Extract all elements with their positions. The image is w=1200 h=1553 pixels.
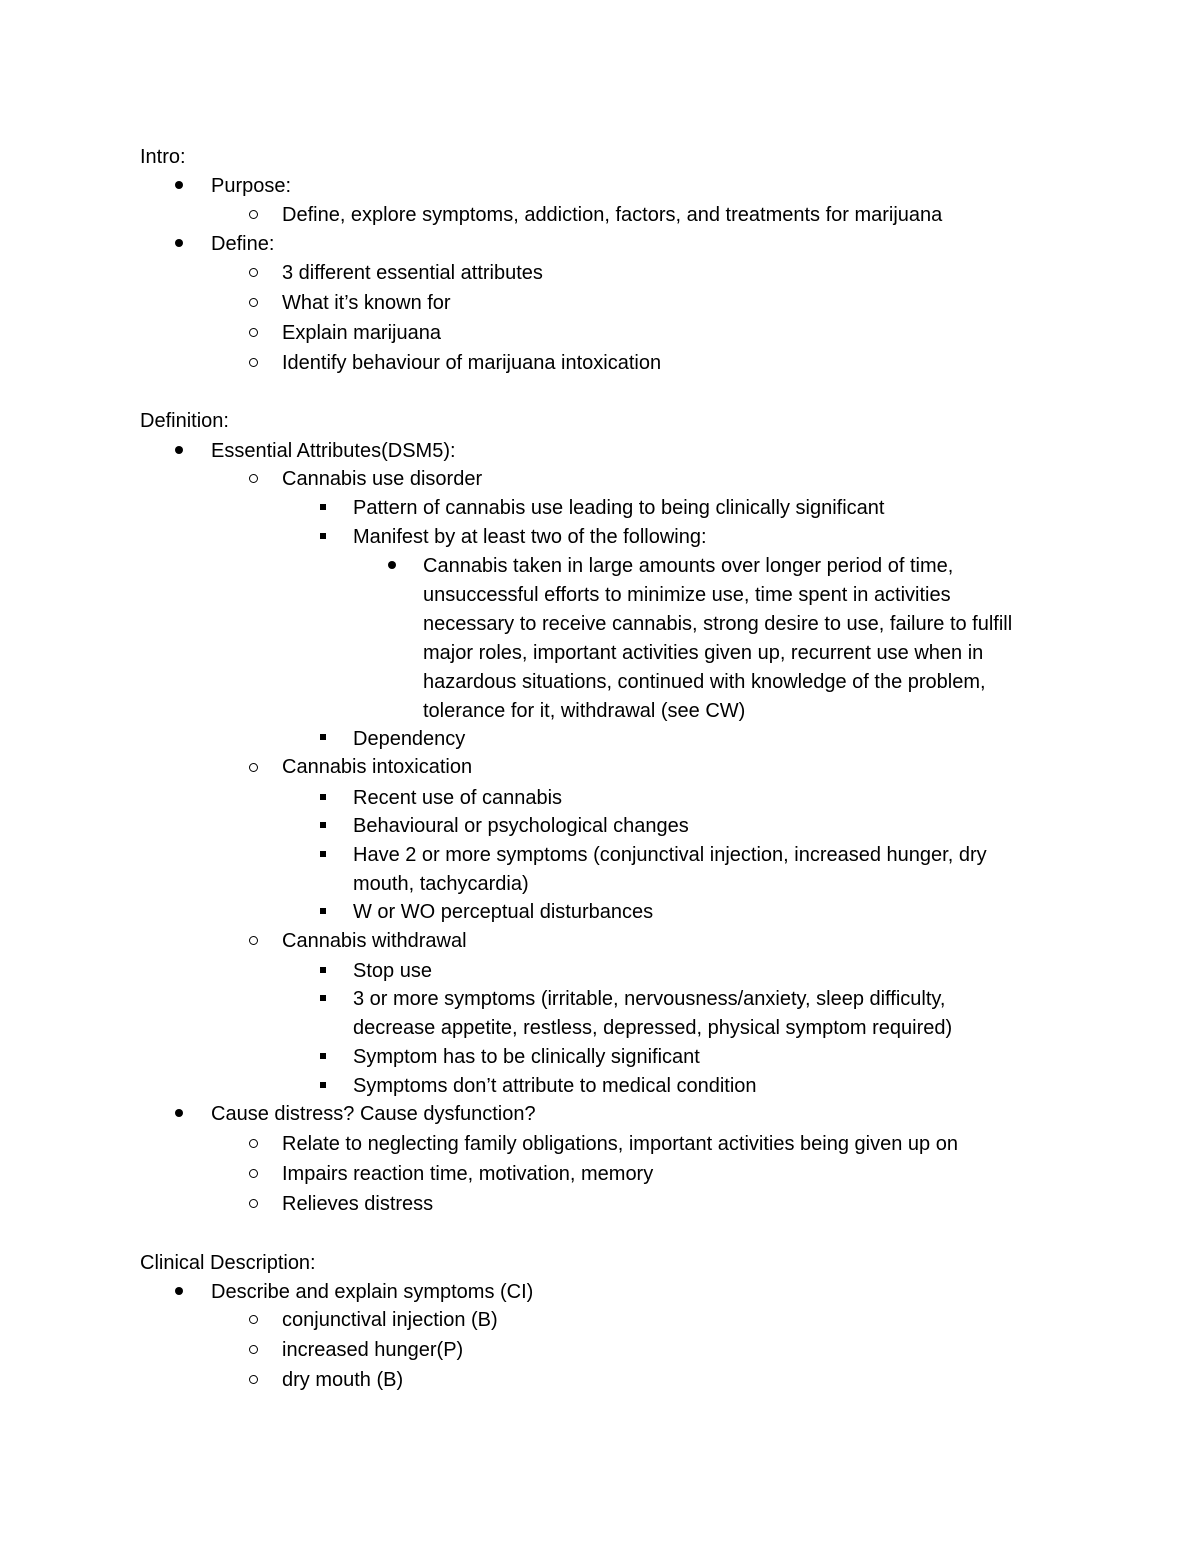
following-line: necessary to receive cannabis, strong desire to use, failure to fulfill: [423, 613, 1013, 635]
bullet-circle-icon: [249, 1169, 258, 1178]
bullet-circle-icon: [249, 328, 258, 337]
bullet-square-icon: [320, 822, 326, 828]
dependency-item: Dependency: [353, 728, 466, 750]
bullet-circle-icon: [249, 210, 258, 219]
following-line: tolerance for it, withdrawal (see CW): [423, 700, 746, 722]
intro-define-item: Explain marijuana: [282, 322, 441, 344]
bullet-disc-icon: [175, 1287, 183, 1295]
withdrawal-item: Symptoms don’t attribute to medical condition: [353, 1075, 757, 1097]
intoxication-symptoms-line: mouth, tachycardia): [353, 873, 529, 895]
intoxication-perceptual: W or WO perceptual disturbances: [353, 901, 654, 923]
section-heading-clinical: Clinical Description:: [140, 1252, 316, 1274]
bullet-circle-icon: [249, 1315, 258, 1324]
intoxication-symptoms-line: Have 2 or more symptoms (conjunctival injection, increased hunger, dry: [353, 844, 987, 866]
bullet-square-icon: [320, 533, 326, 539]
clinical-item: increased hunger(P): [282, 1339, 464, 1361]
bullet-square-icon: [320, 1053, 326, 1059]
bullet-square-icon: [320, 1082, 326, 1088]
intro-define-item: 3 different essential attributes: [282, 262, 543, 284]
clinical-item: dry mouth (B): [282, 1369, 404, 1391]
bullet-square-icon: [320, 504, 326, 510]
bullet-square-icon: [320, 908, 326, 914]
bullet-disc-icon: [175, 239, 183, 247]
use-disorder-item: Manifest by at least two of the following:: [353, 526, 707, 548]
distress-item: Relate to neglecting family obligations, important activities being given up on: [282, 1133, 958, 1155]
bullet-disc-icon: [175, 1109, 183, 1117]
withdrawal-label: Cannabis withdrawal: [282, 930, 467, 952]
bullet-circle-icon: [249, 474, 258, 483]
intoxication-label: Cannabis intoxication: [282, 756, 473, 778]
intro-define-item: Identify behaviour of marijuana intoxication: [282, 352, 662, 374]
following-line: Cannabis taken in large amounts over longer period of time,: [423, 555, 954, 577]
bullet-square-icon: [320, 794, 326, 800]
section-heading-definition: Definition:: [140, 410, 229, 432]
intro-purpose-item: Define, explore symptoms, addiction, factors, and treatments for marijuana: [282, 204, 943, 226]
withdrawal-stop: Stop use: [353, 960, 432, 982]
following-line: major roles, important activities given up, recurrent use when in: [423, 642, 984, 664]
bullet-disc-icon: [175, 446, 183, 454]
intro-define-item: What it’s known for: [282, 292, 451, 314]
bullet-circle-icon: [249, 936, 258, 945]
use-disorder-label: Cannabis use disorder: [282, 468, 483, 490]
clinical-describe-label: Describe and explain symptoms (CI): [211, 1281, 534, 1303]
bullet-square-icon: [320, 851, 326, 857]
bullet-circle-icon: [249, 358, 258, 367]
bullet-circle-icon: [249, 1345, 258, 1354]
bullet-square-icon: [320, 995, 326, 1001]
bullet-square-icon: [320, 967, 326, 973]
essential-attributes-label: Essential Attributes(DSM5):: [211, 440, 456, 462]
distress-item: Relieves distress: [282, 1193, 434, 1215]
bullet-circle-icon: [249, 298, 258, 307]
distress-item: Impairs reaction time, motivation, memory: [282, 1163, 654, 1185]
intro-define-label: Define:: [211, 233, 275, 255]
intoxication-item: Recent use of cannabis: [353, 787, 563, 809]
intoxication-item: Behavioural or psychological changes: [353, 815, 689, 837]
clinical-item: conjunctival injection (B): [282, 1309, 498, 1331]
withdrawal-symptoms-line: decrease appetite, restless, depressed, physical symptom required): [353, 1017, 953, 1039]
intro-purpose-label: Purpose:: [211, 175, 292, 197]
following-line: unsuccessful efforts to minimize use, time spent in activities: [423, 584, 951, 606]
use-disorder-item: Pattern of cannabis use leading to being clinically significant: [353, 497, 885, 519]
bullet-circle-icon: [249, 763, 258, 772]
bullet-circle-icon: [249, 1199, 258, 1208]
withdrawal-item: Symptom has to be clinically significant: [353, 1046, 700, 1068]
bullet-square-icon: [320, 734, 326, 740]
bullet-circle-icon: [249, 1139, 258, 1148]
bullet-disc-icon: [388, 561, 396, 569]
section-heading-intro: Intro:: [140, 146, 186, 168]
following-line: hazardous situations, continued with knowledge of the problem,: [423, 671, 986, 693]
bullet-circle-icon: [249, 268, 258, 277]
withdrawal-symptoms-line: 3 or more symptoms (irritable, nervousness/anxiety, sleep difficulty,: [353, 988, 946, 1010]
bullet-circle-icon: [249, 1375, 258, 1384]
distress-label: Cause distress? Cause dysfunction?: [211, 1103, 536, 1125]
bullet-disc-icon: [175, 181, 183, 189]
